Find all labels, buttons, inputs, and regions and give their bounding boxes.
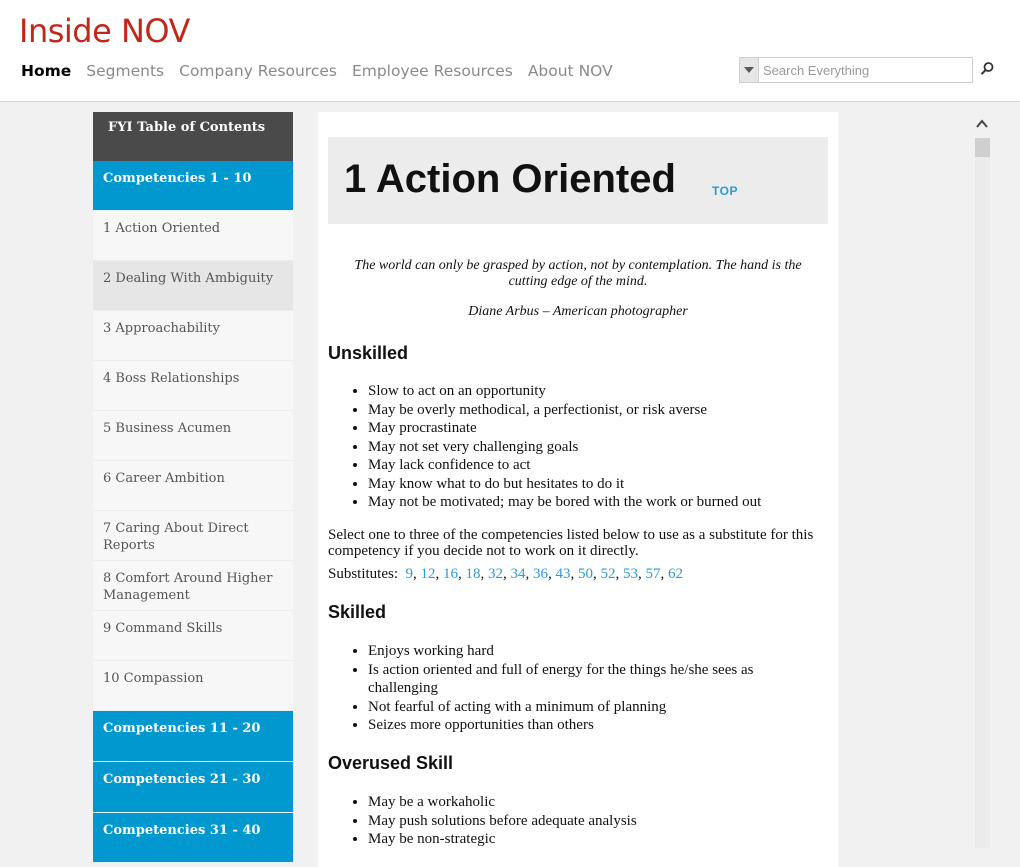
list-item: • May not be motivated; may be bored with the work or burned out xyxy=(368,493,818,512)
substitutes-label: Substitutes: xyxy=(328,566,399,582)
skilled-heading: Skilled xyxy=(328,602,387,622)
toc-group-21-30[interactable]: Competencies 21 - 30 xyxy=(93,762,293,813)
list-item: • May be overly methodical, a perfectionist, or risk averse xyxy=(368,401,818,420)
skilled-list xyxy=(328,642,818,735)
substitute-link[interactable]: 50 xyxy=(578,566,594,582)
quote-text: The world can only be grasped by action, not by contemplation. The hand is the cutting edge of the mind. xyxy=(354,258,802,289)
nav-employee-resources[interactable]: Employee Resources xyxy=(351,62,513,80)
title-box xyxy=(328,137,828,224)
nav-company-resources[interactable]: Company Resources xyxy=(179,62,337,80)
substitute-link[interactable]: 52 xyxy=(600,566,616,582)
main-nav xyxy=(21,62,628,80)
list-item: • May push solutions before adequate analysis xyxy=(368,812,818,831)
overused-heading: Overused Skill xyxy=(328,753,454,773)
list-item: • May procrastinate xyxy=(368,419,818,438)
chevron-down-icon xyxy=(744,67,754,73)
nav-segments[interactable]: Segments xyxy=(86,62,165,80)
search-input[interactable] xyxy=(758,57,973,83)
unskilled-list xyxy=(328,382,818,512)
toc-item-command-skills[interactable]: 9 Command Skills xyxy=(93,611,293,661)
substitute-link[interactable]: 62 xyxy=(668,566,684,582)
toc-group-11-20[interactable]: Competencies 11 - 20 xyxy=(93,711,293,762)
toc-title: FYI Table of Contents xyxy=(93,112,293,161)
substitute-link[interactable]: 9 xyxy=(405,566,414,582)
top-link[interactable]: TOP xyxy=(712,184,738,198)
list-item: • May know what to do but hesitates to do it xyxy=(368,475,818,494)
toc-item-compassion[interactable]: 10 Compassion xyxy=(93,661,293,711)
list-item: • May be a workaholic xyxy=(368,793,818,812)
toc-item-dealing-with-ambiguity[interactable]: 2 Dealing With Ambiguity xyxy=(93,261,293,311)
page-title: 1 Action Oriented xyxy=(344,157,676,201)
list-item: • May not set very challenging goals xyxy=(368,438,818,457)
search-icon[interactable] xyxy=(979,61,995,77)
substitute-instructions: Select one to three of the competencies listed below to use as a substitute for this competency if you decide not to work on it directly. xyxy=(328,527,814,559)
overused-list xyxy=(328,793,818,849)
substitute-link[interactable]: 32 xyxy=(488,566,504,582)
toc-group-31-40[interactable]: Competencies 31 - 40 xyxy=(93,813,293,863)
list-item: • Not fearful of acting with a minimum of planning xyxy=(368,698,818,717)
substitute-link[interactable]: 36 xyxy=(533,566,549,582)
scrollbar-thumb[interactable] xyxy=(975,138,990,157)
list-item: • Seizes more opportunities than others xyxy=(368,716,818,735)
unskilled-heading: Unskilled xyxy=(328,343,409,363)
list-item: • Enjoys working hard xyxy=(368,642,818,661)
substitute-link[interactable]: 12 xyxy=(420,566,436,582)
toc-item-approachability[interactable]: 3 Approachability xyxy=(93,311,293,361)
toc-item-caring-about-direct-reports[interactable]: 7 Caring About Direct Reports xyxy=(93,511,293,561)
search-box xyxy=(739,57,973,83)
nav-about-nov[interactable]: About NOV xyxy=(527,62,613,80)
search-scope-dropdown[interactable] xyxy=(739,57,758,83)
substitute-link[interactable]: 34 xyxy=(510,566,526,582)
toc-item-comfort-around-higher-management[interactable]: 8 Comfort Around Higher Management xyxy=(93,561,293,611)
brand-logo[interactable]: Inside NOV xyxy=(19,12,190,50)
substitute-link[interactable]: 53 xyxy=(623,566,639,582)
list-item: • Is action oriented and full of energy for the things he/she sees as challenging xyxy=(368,661,818,698)
scrollbar-track[interactable] xyxy=(975,138,990,848)
competency-content xyxy=(318,112,838,867)
substitutes-line: Substitutes: 9, 12, 16, 18, 32, 34, 36, 43, 50, 52, 53, 57, 62 xyxy=(328,566,684,582)
toc-item-career-ambition[interactable]: 6 Career Ambition xyxy=(93,461,293,511)
quote-author: Diane Arbus – American photographer xyxy=(468,304,688,319)
list-item: • Slow to act on an opportunity xyxy=(368,382,818,401)
toc-item-business-acumen[interactable]: 5 Business Acumen xyxy=(93,411,293,461)
substitute-link[interactable]: 18 xyxy=(465,566,481,582)
substitute-link[interactable]: 43 xyxy=(555,566,571,582)
substitute-link[interactable]: 57 xyxy=(645,566,661,582)
toc-sidebar xyxy=(93,112,293,863)
list-item: • May lack confidence to act xyxy=(368,456,818,475)
list-item: • May be non-strategic xyxy=(368,830,818,849)
toc-group-1-10[interactable]: Competencies 1 - 10 xyxy=(93,161,293,211)
toc-item-action-oriented[interactable]: 1 Action Oriented xyxy=(93,211,293,261)
nav-home[interactable]: Home xyxy=(21,62,72,80)
substitute-link[interactable]: 16 xyxy=(443,566,459,582)
toc-item-boss-relationships[interactable]: 4 Boss Relationships xyxy=(93,361,293,411)
scroll-up-icon[interactable] xyxy=(976,117,988,131)
site-header xyxy=(0,0,1020,102)
